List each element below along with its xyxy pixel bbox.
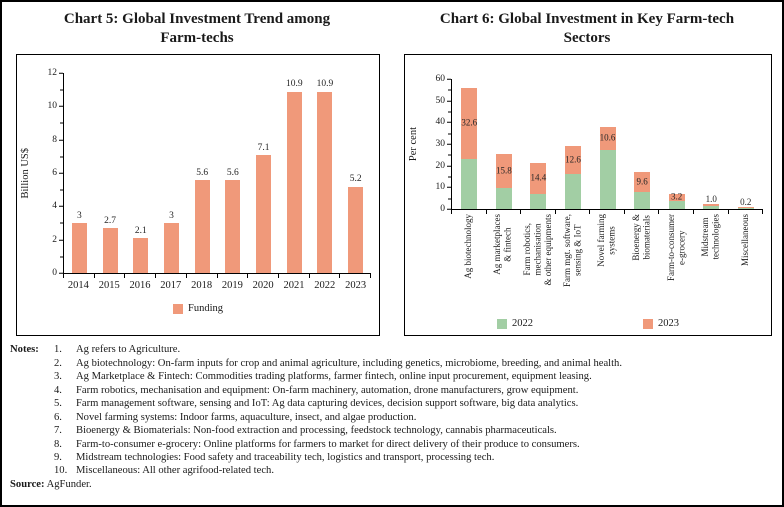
note-text: Farm management software, sensing and IoT: Ag data capturing devices, decision support software, big data analytics. [76, 398, 579, 410]
notes-spacer [10, 438, 54, 451]
source-label: Source: [10, 478, 45, 490]
chart6-y-axis [422, 73, 451, 214]
note-number: 3. [54, 371, 62, 383]
chart6-x-labels [451, 214, 763, 310]
x-label-2018: 2018 [191, 280, 213, 292]
bar-segment-2022 [565, 174, 581, 210]
x-tick [279, 274, 310, 278]
bar [103, 228, 118, 273]
chart6-legend [405, 318, 771, 329]
note-text: Bioenergy & Biomaterials: Non-food extraction and processing, feedstock technology, cannabis pharmaceuticals. [76, 425, 557, 437]
y-tick-30 [436, 140, 452, 150]
bar-segment-2022 [669, 201, 685, 210]
bar-segment-2022 [634, 192, 650, 209]
bar-value-label: 32.6 [461, 118, 478, 129]
y-tick-4 [52, 202, 63, 212]
chart6-plot-area [451, 79, 763, 210]
bar [287, 92, 302, 274]
x-tick [218, 274, 249, 278]
chart6-title-line2: Sectors [563, 30, 611, 47]
bar-group-2014 [64, 73, 95, 273]
y-tick-6 [52, 169, 63, 179]
note-number: 9. [54, 452, 62, 463]
bar-group-2018 [187, 73, 218, 273]
note-text: Farm-to-consumer e-grocery: Online platforms for farmers to market for direct delivery of their produce to consumers. [76, 438, 580, 450]
legend-label: 2023 [658, 318, 679, 330]
source-line [10, 478, 774, 491]
chart6-plot-main [451, 79, 763, 310]
bar [348, 187, 363, 274]
chart6-plot-box [404, 54, 772, 336]
x-label-2022: 2022 [314, 280, 336, 292]
note-text: Novel farming systems: Indoor farms, aquaculture, insect, and algae production. [76, 411, 417, 423]
stacked-bar [565, 79, 581, 209]
bar-group-miscellaneous [729, 79, 764, 209]
bar-group-2021 [279, 73, 310, 273]
bar-group-2015 [95, 73, 126, 273]
x-label-text: Farm-to-consumer e-grocery [665, 214, 687, 282]
bar-value-label: 10.9 [316, 79, 334, 90]
x-label-novel-farming-systems [590, 214, 625, 310]
chart5-title [8, 10, 386, 48]
x-label-miscellaneous [728, 214, 763, 310]
note-text: Ag Marketplace & Fintech: Commodities trading platforms, farmer fintech, online input procurement, equipment leasing. [76, 371, 592, 383]
bar-group-novel-farming-systems [590, 79, 625, 209]
notes-spacer [10, 357, 54, 370]
y-tick-0 [52, 269, 63, 279]
stacked-bar [530, 79, 546, 209]
legend-label: Funding [187, 303, 223, 315]
y-tick-12 [48, 69, 64, 79]
x-label-text: Miscellaneous [740, 214, 751, 267]
legend-item-funding [173, 303, 223, 314]
x-label-text: Ag marketplaces & fintech [492, 214, 513, 276]
legend-swatch-2023 [643, 319, 653, 329]
x-tick [310, 274, 341, 278]
bar-value-label: 10.6 [599, 133, 616, 144]
bar-value-label: 12.6 [565, 154, 581, 165]
chart5-title-line1: Chart 5: Global Investment Trend among [63, 11, 331, 27]
bar-group-farm-to-consumer-e-grocery [659, 79, 694, 209]
chart5-legend [17, 303, 379, 314]
bar-group-farm-mgt-software-sensing-iot [556, 79, 591, 209]
x-label-2017: 2017 [160, 280, 182, 292]
bar-group-midstream-technologies [694, 79, 729, 209]
x-tick [156, 274, 187, 278]
legend-item-2022 [497, 318, 533, 329]
bar-value-label: 3 [76, 210, 82, 221]
notes-section [10, 343, 774, 491]
bar-value-label: 10.9 [285, 79, 303, 90]
legend-swatch-2022 [497, 319, 507, 329]
x-label-midstream-technologies [694, 214, 729, 310]
bar-value-label: 14.4 [530, 173, 547, 184]
x-tick [248, 274, 279, 278]
notes-spacer [10, 451, 54, 464]
x-label-2023: 2023 [345, 280, 367, 292]
bar-group-ag-marketplaces-fintech [487, 79, 522, 209]
x-label-2021: 2021 [283, 280, 305, 292]
y-tick-label: 0 [440, 203, 445, 214]
y-tick-label: 12 [47, 67, 57, 78]
y-tick-2 [52, 235, 63, 245]
x-tick [340, 274, 371, 278]
y-tick-label: 40 [435, 116, 445, 127]
note-text: Ag refers to Agriculture. [76, 344, 181, 356]
y-tick-label: 0 [52, 267, 57, 278]
x-label-2016: 2016 [129, 280, 151, 292]
bar-group-ag-biotechnology [452, 79, 487, 209]
chart5-x-ticks [63, 274, 371, 278]
y-tick-20 [436, 161, 452, 171]
bar-segment-2022 [738, 208, 754, 210]
y-tick-label: 4 [52, 200, 57, 211]
legend-label: 2022 [512, 318, 533, 330]
y-tick-label: 10 [435, 181, 445, 192]
x-tick [187, 274, 218, 278]
y-tick-label: 50 [435, 95, 445, 106]
bar-value-label: 5.6 [226, 167, 239, 178]
bar-group-2022 [310, 73, 341, 273]
bar [195, 180, 210, 273]
bar-value-label: 7.1 [257, 142, 270, 153]
x-label-text: Bioenergy & biomaterials [631, 214, 652, 261]
y-tick-label: 60 [435, 73, 445, 84]
note-number: 1. [54, 344, 62, 356]
notes-spacer [10, 370, 54, 383]
y-tick-10 [436, 183, 452, 193]
y-tick-label: 8 [52, 134, 57, 145]
bar-group-2023 [340, 73, 371, 273]
notes-list [10, 343, 774, 478]
notes-spacer [10, 384, 54, 397]
bar-value-label: 2.7 [104, 215, 116, 226]
bar-segment-2022 [703, 206, 719, 209]
x-label-2015: 2015 [98, 280, 120, 292]
note-text: Ag biotechnology: On-farm inputs for crop and animal agriculture, including genetics, microbiome, breeding, and animal health. [76, 357, 623, 369]
bar [133, 238, 148, 273]
bar-value-label: 3.2 [671, 191, 683, 202]
bar-value-label: 3 [169, 210, 174, 221]
stacked-bar [669, 79, 685, 209]
bar-segment-2022 [496, 188, 512, 209]
x-label-2019: 2019 [221, 280, 243, 292]
chart6-ylabel-text: Per cent [408, 127, 419, 162]
chart6-title-line1: Chart 6: Global Investment in Key Farm-tech [439, 11, 735, 27]
bar-group-2016 [125, 73, 156, 273]
source-text: AgFunder. [46, 478, 92, 490]
stacked-bar [703, 79, 719, 209]
chart6-plot-row [405, 73, 771, 310]
x-label-text: Ag biotechnology [463, 214, 474, 280]
stacked-bar [496, 79, 512, 209]
note-text: Miscellaneous: All other agrifood-related tech. [76, 465, 274, 477]
note-number: 5. [54, 398, 62, 410]
x-label-text: Novel farming systems [596, 214, 618, 268]
bar [256, 155, 271, 273]
bar [317, 92, 332, 274]
stacked-bar [461, 79, 477, 209]
chart5-plot-row [17, 67, 379, 292]
bar [72, 223, 87, 273]
notes-spacer [10, 411, 54, 424]
note-number: 7. [54, 425, 62, 437]
legend-swatch-funding [173, 304, 183, 314]
bar-segment-2022 [530, 194, 546, 209]
note-number: 4. [54, 384, 62, 396]
x-label-bioenergy-biomaterials [624, 214, 659, 310]
note-number: 8. [54, 438, 62, 450]
bar-group-bioenergy-biomaterials [625, 79, 660, 209]
chart5-ylabel-text: Billion US$ [20, 148, 31, 199]
notes-spacer [10, 464, 54, 477]
y-tick-60 [436, 75, 452, 85]
y-tick-0 [440, 205, 451, 215]
chart5-plot-box [16, 54, 380, 336]
bar-group-2017 [156, 73, 187, 273]
note-number: 2. [54, 357, 62, 369]
chart5-title-line2: Farm-techs [160, 30, 234, 47]
bar-value-label: 5.2 [349, 174, 362, 185]
chart6-title [398, 10, 776, 48]
x-label-ag-marketplaces-fintech [486, 214, 521, 310]
y-tick-8 [52, 135, 63, 145]
note-text: Farm robotics, mechanisation and equipment: On-farm machinery, automation, drone manufacturers, grow equipment. [76, 384, 579, 396]
x-tick [125, 274, 156, 278]
y-tick-label: 2 [52, 234, 57, 245]
y-tick-label: 6 [52, 167, 57, 178]
stacked-bar [738, 79, 754, 209]
chart5-plot-area [63, 73, 371, 274]
y-tick-label: 30 [435, 138, 445, 149]
notes-spacer [10, 424, 54, 437]
x-label-farm-to-consumer-e-grocery [659, 214, 694, 310]
chart5-plot-main [63, 73, 371, 291]
chart5-x-labels [63, 280, 371, 291]
legend-item-2023 [643, 318, 679, 329]
bar-segment-2022 [600, 150, 616, 209]
y-tick-label: 20 [435, 160, 445, 171]
x-label-text: Midstream technologies [700, 214, 722, 260]
bar-group-2020 [248, 73, 279, 273]
stacked-bar [634, 79, 650, 209]
chart5-y-axis [34, 67, 63, 278]
x-label-text: Farm robotics, mechanisation & other equipments [521, 214, 553, 286]
x-label-2020: 2020 [252, 280, 274, 292]
note-number: 6. [54, 411, 62, 423]
x-tick [95, 274, 126, 278]
chart6-ylabel [405, 79, 422, 209]
notes-spacer [10, 397, 54, 410]
note-number: 10. [54, 465, 68, 477]
y-tick-label: 10 [47, 100, 57, 111]
chart5-panel [2, 8, 392, 336]
bar [164, 223, 179, 273]
x-label-ag-biotechnology [451, 214, 486, 310]
stacked-bar [600, 79, 616, 209]
bar [225, 180, 240, 273]
bar-value-label: 1.0 [705, 193, 717, 204]
x-tick [63, 274, 95, 278]
x-label-text: Farm mgt. software, sensing & IoT [561, 214, 583, 288]
chart6-panel [392, 8, 782, 336]
bar-segment-2022 [461, 159, 477, 209]
y-tick-10 [48, 102, 64, 112]
y-tick-50 [436, 96, 452, 106]
x-label-farm-robotics-mechanisation-other-equipments [520, 214, 555, 310]
note-text: Midstream technologies: Food safety and traceability tech, logistics and transport, processing tech. [76, 452, 495, 463]
bar-group-2019 [218, 73, 249, 273]
charts-row [2, 2, 782, 336]
bar-value-label: 0.2 [740, 196, 752, 207]
bar-value-label: 15.8 [495, 165, 512, 176]
x-label-farm-mgt-software-sensing-iot [555, 214, 590, 310]
chart5-ylabel [17, 73, 34, 273]
x-label-2014: 2014 [67, 280, 89, 292]
notes-label: Notes: [10, 344, 39, 356]
bar-value-label: 5.6 [196, 167, 209, 178]
bar-value-label: 2.1 [134, 225, 147, 236]
bar-value-label: 9.6 [636, 176, 648, 187]
bar-group-farm-robotics-mechanisation-other-equipments [521, 79, 556, 209]
